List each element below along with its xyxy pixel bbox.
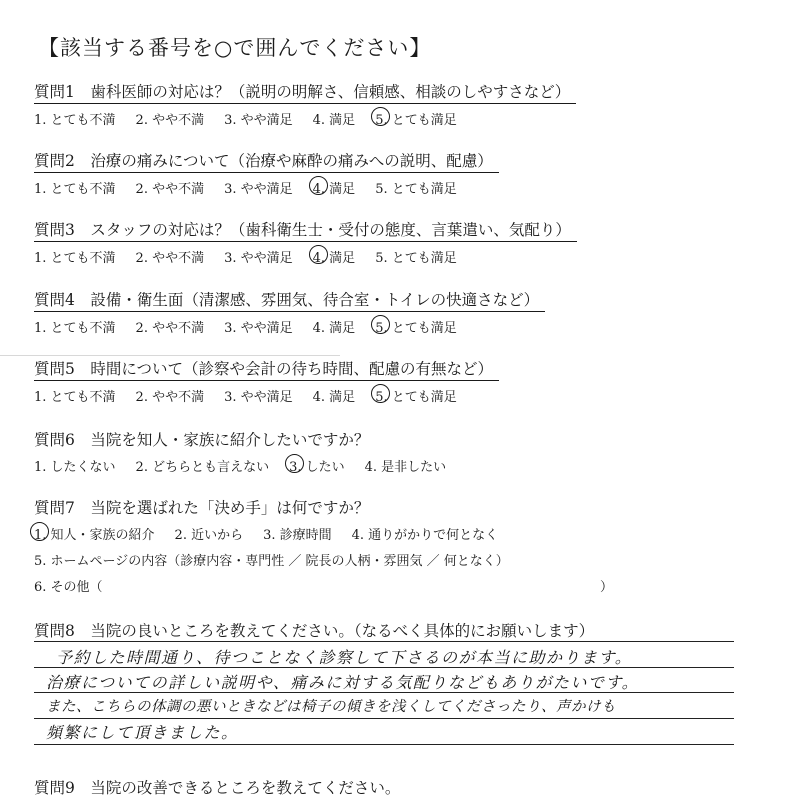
q6-option-2[interactable]: 2. どちらとも言えない xyxy=(135,460,270,475)
scan-fold-line xyxy=(0,355,340,356)
question-1-title: 質問1 歯科医師の対応は？（説明の明解さ、信頼感、相談のしやすさなど） xyxy=(34,80,576,104)
q5-option-3[interactable]: 3. やや満足 xyxy=(224,390,293,405)
q2-option-4[interactable]: 4. 満足 xyxy=(313,178,356,197)
question-3-title: 質問3 スタッフの対応は？（歯科衛生士・受付の態度、言葉遣い、気配り） xyxy=(34,218,577,242)
q3-option-2[interactable]: 2. やや不満 xyxy=(135,251,205,266)
q4-option-4[interactable]: 4. 満足 xyxy=(312,321,356,336)
q4-option-3[interactable]: 3. やや満足 xyxy=(224,321,293,336)
q2-option-5[interactable]: 5. とても満足 xyxy=(375,182,457,197)
question-7 xyxy=(34,496,614,595)
answer-rule-1 xyxy=(34,641,734,642)
q6-option-3[interactable]: 3. したい xyxy=(289,456,345,475)
question-3 xyxy=(34,218,577,266)
q3-option-5[interactable]: 5. とても満足 xyxy=(375,251,457,266)
question-5-options xyxy=(34,386,499,405)
q1-option-4[interactable]: 4. 満足 xyxy=(312,113,356,128)
question-5 xyxy=(34,357,499,405)
question-1 xyxy=(34,80,576,128)
q5-option-4[interactable]: 4. 満足 xyxy=(312,390,356,405)
handwritten-answer-line-2: 治療についての詳しい説明や、痛みに対する気配りなどもありがたいです。 xyxy=(46,673,640,692)
q3-option-4[interactable]: 4. 満足 xyxy=(313,247,356,266)
page-heading: 【該当する番号を○で囲んでください】 xyxy=(38,36,432,60)
question-4-options xyxy=(34,317,545,336)
q5-option-5[interactable]: 5. とても満足 xyxy=(375,386,457,405)
q1-option-1[interactable]: 1. とても不満 xyxy=(34,113,116,128)
q5-option-2[interactable]: 2. やや不満 xyxy=(135,390,205,405)
question-5-title: 質問5 時間について（診察や会計の待ち時間、配慮の有無など） xyxy=(34,357,499,381)
q4-option-1[interactable]: 1. とても不満 xyxy=(34,321,116,336)
question-7-row-1 xyxy=(34,524,518,543)
question-9-title: 質問9 当院の改善できるところを教えてください。 xyxy=(34,779,401,797)
q2-option-2[interactable]: 2. やや不満 xyxy=(135,182,205,197)
question-2-title: 質問2 治療の痛みについて（治療や麻酔の痛みへの説明、配慮） xyxy=(34,149,499,173)
q7-option-6-row xyxy=(34,576,614,595)
q7-option-5[interactable]: 5. ホームページの内容（診療内容・専門性 ／ 院長の人柄・雰囲気 ／ 何となく） xyxy=(34,554,509,569)
question-6-options xyxy=(34,456,466,475)
question-6 xyxy=(34,428,466,475)
q7-option-1[interactable]: 1. 知人・家族の紹介 xyxy=(34,524,155,543)
q7-option-2[interactable]: 2. 近いから xyxy=(174,528,244,543)
q5-option-1[interactable]: 1. とても不満 xyxy=(34,390,116,405)
q6-option-4[interactable]: 4. 是非したい xyxy=(364,460,447,475)
q3-option-1[interactable]: 1. とても不満 xyxy=(34,251,116,266)
q2-option-3[interactable]: 3. やや満足 xyxy=(224,182,293,197)
question-3-options xyxy=(34,247,577,266)
question-8 xyxy=(34,619,600,642)
q4-option-5[interactable]: 5. とても満足 xyxy=(375,317,457,336)
handwritten-answer-line-1: 予約した時間通り、待つことなく診察して下さるのが本当に助かります。 xyxy=(56,648,633,667)
answer-rule-5 xyxy=(34,744,734,745)
q7-option-6-close: ） xyxy=(600,580,614,595)
question-9 xyxy=(34,776,406,799)
q4-option-2[interactable]: 2. やや不満 xyxy=(135,321,205,336)
q3-option-3[interactable]: 3. やや満足 xyxy=(224,251,293,266)
q2-option-1[interactable]: 1. とても不満 xyxy=(34,182,116,197)
q6-option-1[interactable]: 1. したくない xyxy=(34,460,116,475)
handwritten-answer-line-3: また、こちらの体調の悪いときなどは椅子の傾きを浅くしてくださったり、声かけも xyxy=(46,699,616,715)
q7-option-4[interactable]: 4. 通りがかりで何となく xyxy=(351,528,499,543)
q1-option-2[interactable]: 2. やや不満 xyxy=(135,113,205,128)
question-6-title: 質問6 当院を知人・家族に紹介したいですか？ xyxy=(34,431,370,449)
question-8-title: 質問8 当院の良いところを教えてください。（なるべく具体的にお願いします） xyxy=(34,622,595,640)
question-7-title: 質問7 当院を選ばれた「決め手」は何ですか？ xyxy=(34,499,370,517)
q1-option-3[interactable]: 3. やや満足 xyxy=(224,113,293,128)
q1-option-5[interactable]: 5. とても満足 xyxy=(375,109,457,128)
handwritten-answer-line-4: 頻繁にして頂きました。 xyxy=(46,723,239,742)
answer-rule-4 xyxy=(34,718,734,719)
question-4 xyxy=(34,288,545,336)
question-2 xyxy=(34,149,499,197)
q7-option-3[interactable]: 3. 診療時間 xyxy=(263,528,332,543)
question-1-options xyxy=(34,109,576,128)
question-2-options xyxy=(34,178,499,197)
q7-option-6[interactable]: 6. その他（ xyxy=(34,580,103,595)
question-4-title: 質問4 設備・衛生面（清潔感、雰囲気、待合室・トイレの快適さなど） xyxy=(34,288,545,312)
